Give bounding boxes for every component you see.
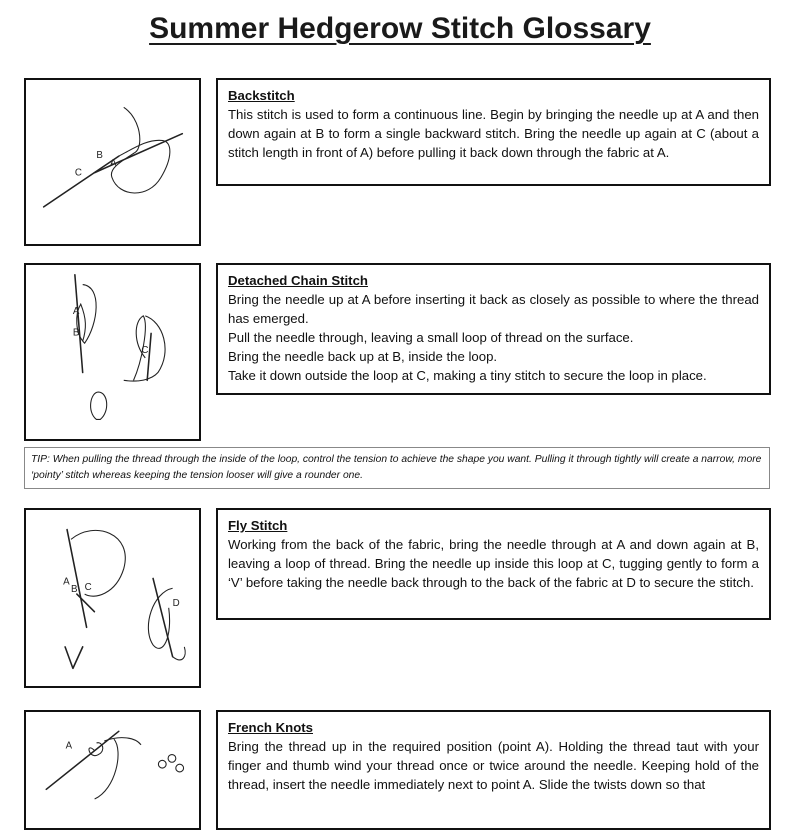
detached-chain-label-a: A (72, 305, 80, 317)
detached-chain-paragraph-1: Bring the needle up at A before inserting it back as closely as possible to where the thread has emerged. (228, 292, 759, 326)
backstitch-label-b: B (96, 150, 103, 162)
french-knots-illustration (24, 710, 201, 830)
fly-stitch-heading: Fly Stitch (228, 518, 288, 533)
tension-tip: TIP: When pulling the thread through the inside of the loop, control the tension to achieve the shape you want. Pulling it through tightly will create a narrow, more ‘pointy’ stitch whereas keeping the tension looser will give a rounder one. (24, 447, 770, 489)
detached-chain-description (216, 263, 771, 395)
fly-stitch-label-a: A (63, 576, 70, 588)
detached-chain-paragraph-3: Bring the needle back up at B, inside the loop. (228, 349, 498, 364)
fly-stitch-description (216, 508, 771, 620)
backstitch-paragraph: This stitch is used to form a continuous line. Begin by bringing the needle up at A and then down again at B to form a single backward stitch. Bring the needle up again at C (about a stitch length in front of A) before pulling it back down through the fabric at A. (228, 107, 759, 160)
backstitch-label-c: C (74, 167, 82, 179)
french-knots-heading: French Knots (228, 720, 313, 735)
fly-stitch-illustration (24, 508, 201, 688)
backstitch-illustration (24, 78, 201, 246)
detached-chain-label-c: C (141, 344, 149, 356)
page-title: Summer Hedgerow Stitch Glossary (149, 12, 651, 45)
detached-chain-label-b: B (72, 327, 80, 339)
backstitch-heading: Backstitch (228, 88, 295, 103)
backstitch-label-a: A (110, 157, 117, 169)
french-knots-paragraph: Bring the thread up in the required position (point A). Holding the thread taut with your finger and thumb wind your thread once or twice around the needle. Keeping hold of the thread, insert the needle immediately next to point A. Slide the twists down so that (228, 739, 759, 792)
fly-stitch-label-c: C (84, 582, 92, 594)
fly-stitch-paragraph: Working from the back of the fabric, bring the needle through at A and down again at B, leaving a loop of thread. Bring the needle up inside this loop at C, tugging gently to form a ‘V’ before taking the needle back through to the back of the fabric at D to secure the stitch. (228, 537, 759, 590)
detached-chain-heading: Detached Chain Stitch (228, 273, 368, 288)
fly-stitch-label-b: B (70, 584, 78, 596)
french-knots-label-a: A (65, 740, 73, 752)
backstitch-description (216, 78, 771, 186)
detached-chain-paragraph-4: Take it down outside the loop at C, making a tiny stitch to secure the loop in place. (228, 368, 707, 383)
detached-chain-paragraph-2: Pull the needle through, leaving a small loop of thread on the surface. (228, 330, 634, 345)
fly-stitch-label-d: D (172, 597, 180, 609)
french-knots-description (216, 710, 771, 830)
detached-chain-illustration (24, 263, 201, 441)
